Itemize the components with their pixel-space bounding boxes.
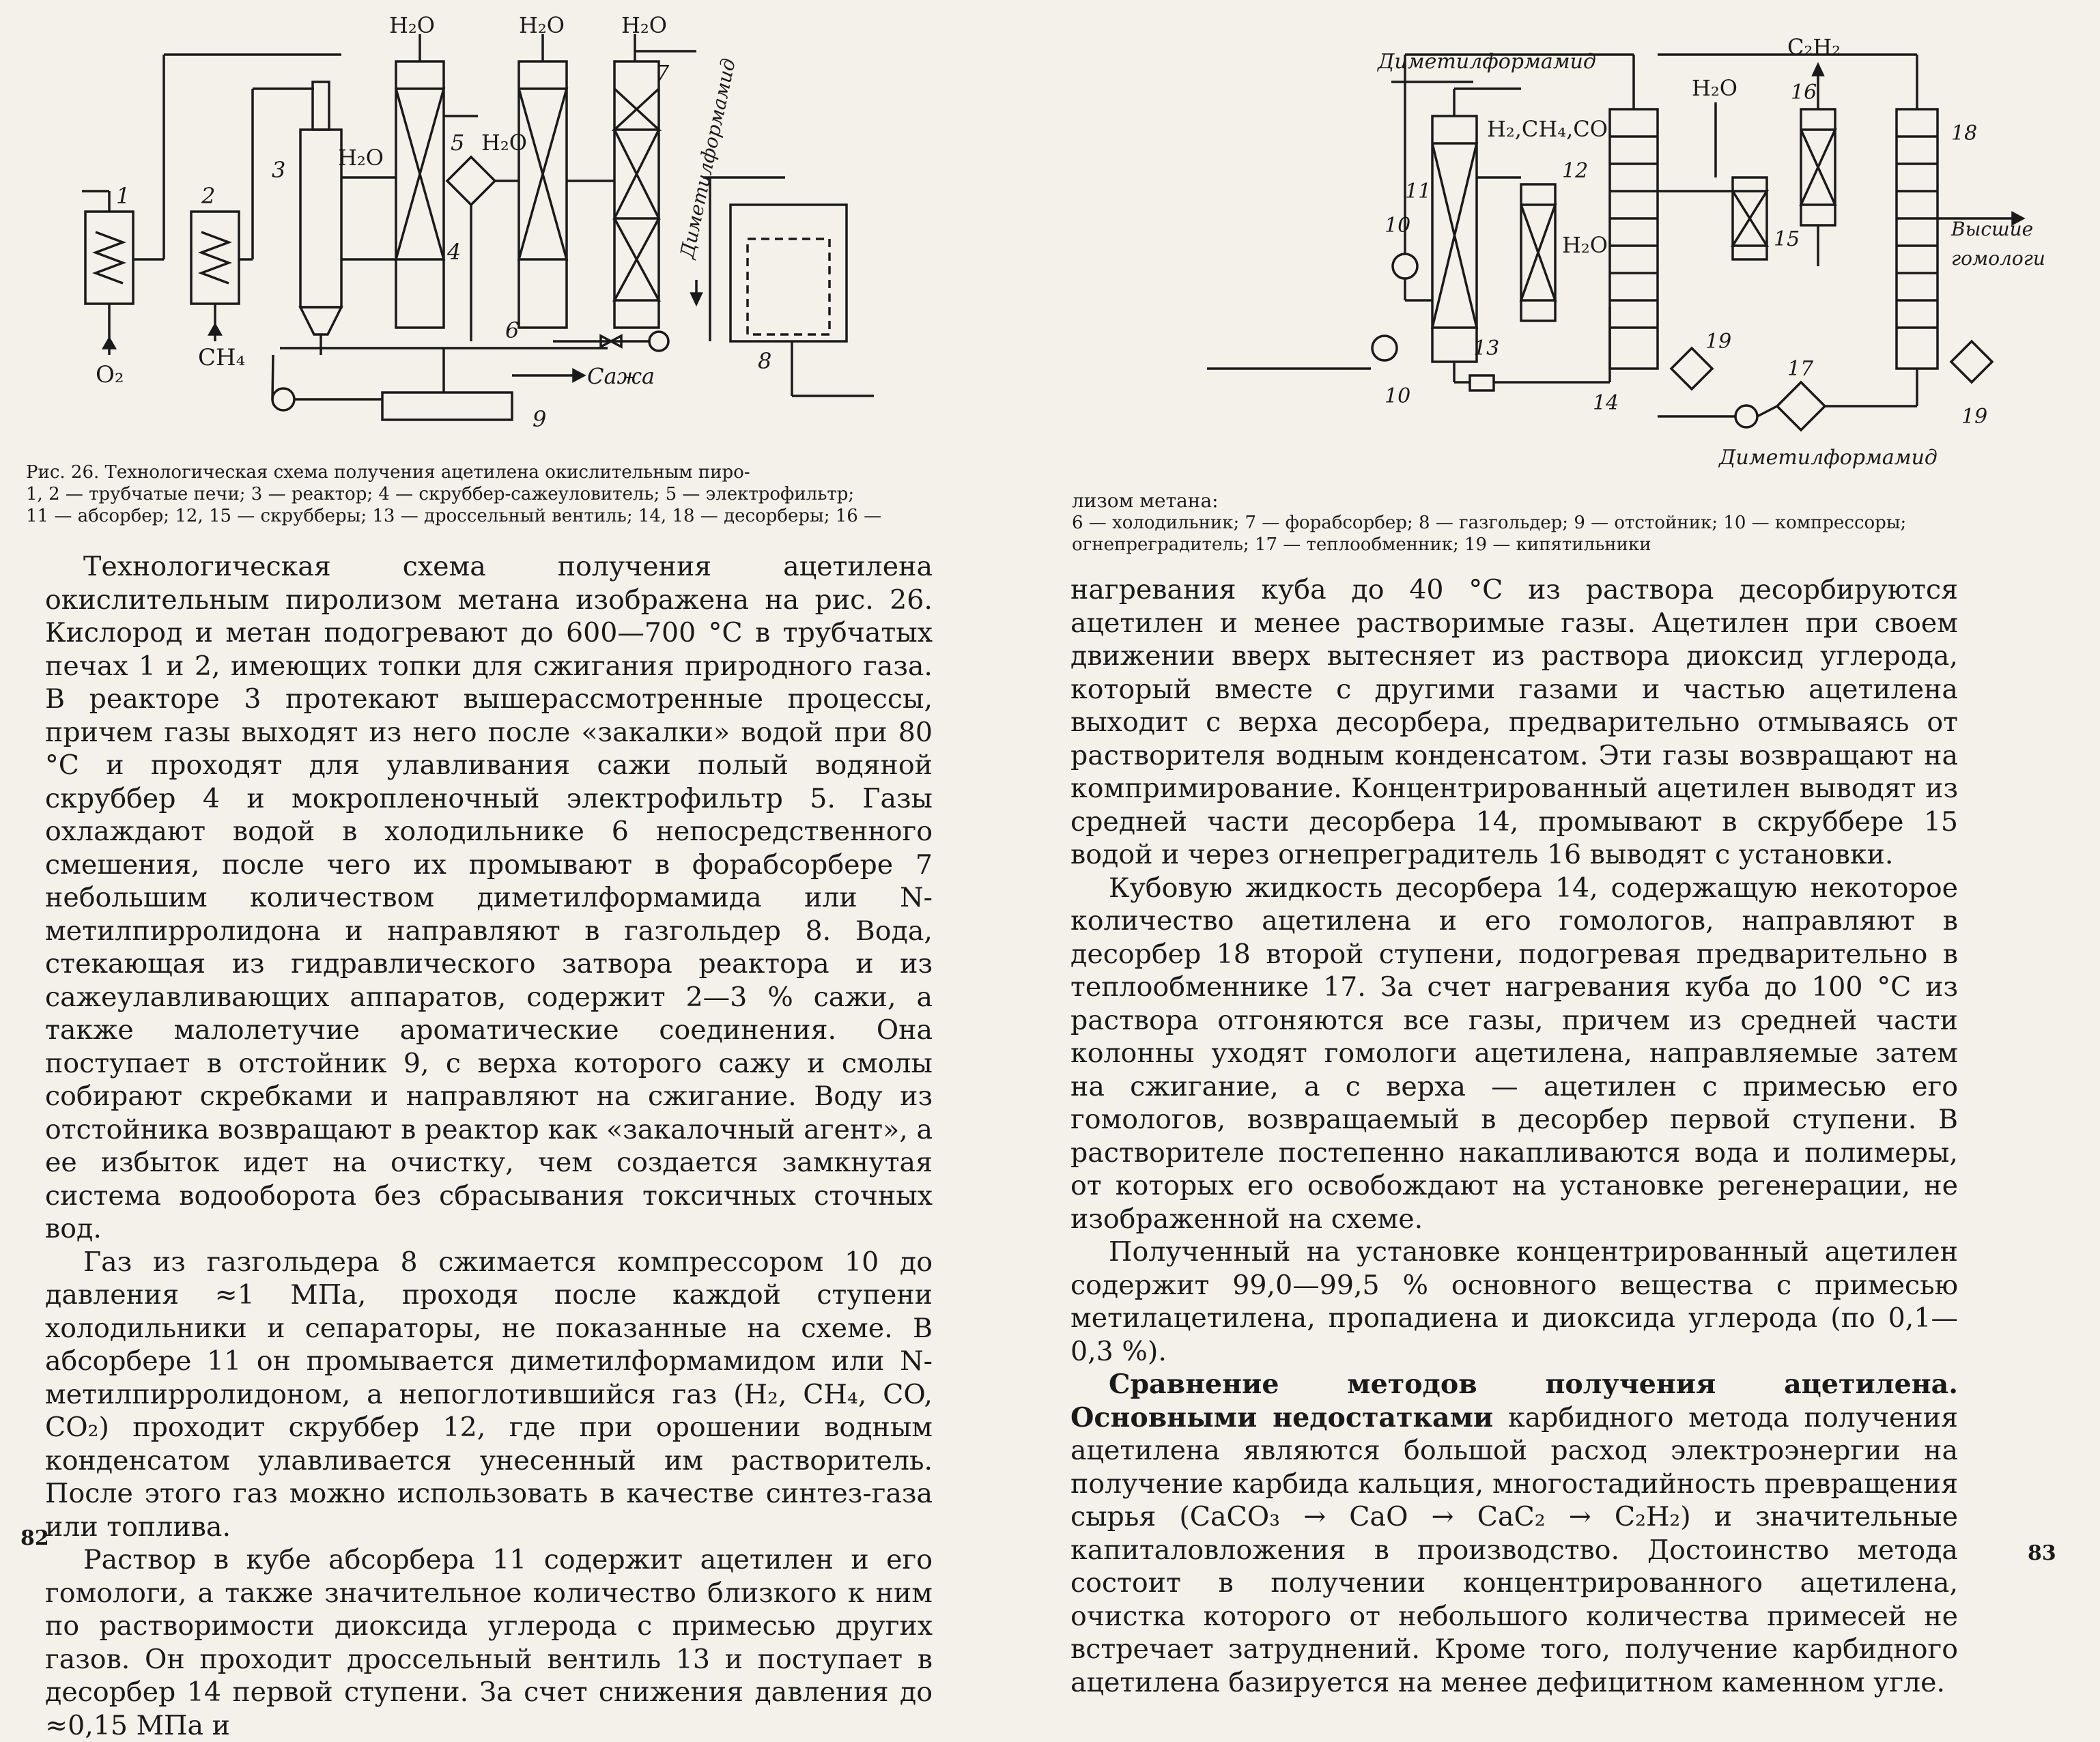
label-16: 16 bbox=[1791, 81, 1817, 104]
label-dmf-bottom: Диметилформамид bbox=[1719, 446, 1938, 470]
paragraph-comparison bbox=[1070, 1368, 1958, 1699]
label-soot: Сажа bbox=[587, 363, 655, 389]
body-text-left bbox=[45, 550, 933, 1742]
label-17: 17 bbox=[1787, 357, 1814, 381]
label-o2: O₂ bbox=[96, 361, 124, 388]
label-14: 14 bbox=[1593, 391, 1619, 415]
label-8: 8 bbox=[758, 348, 772, 374]
label-h2o-reactor: H₂O bbox=[338, 145, 384, 171]
label-h2o-4: H₂O bbox=[621, 14, 667, 38]
label-5: 5 bbox=[451, 130, 465, 156]
process-diagram-left bbox=[41, 14, 942, 451]
label-6: 6 bbox=[505, 317, 520, 343]
section-heading: Сравнение методов получения ацетилена. Основными недостатками bbox=[1070, 1369, 1958, 1433]
label-ch4: CH₄ bbox=[198, 344, 246, 371]
label-h2o-12: H₂O bbox=[1562, 232, 1608, 258]
label-1: 1 bbox=[116, 183, 130, 209]
paragraph: Кубовую жидкость десорбера 14, содержащую некоторое количество ацетилена и его гомологов, направляют в десорбер 18 второй ступени, подогревая предварительно в теплообменнике 17. За счет нагревания куба до 100 °С из раствора отгоняются все газы, причем из средней части колонны уходят гомологи ацетилена, направляемые затем на сжигание, а с верха — ацетилен с примесью его гомологов, возвращаемый в десорбер первой ступени. В растворителе постепенно накапливаются вода и полимеры, от которых его освобождают на установке регенерации, не изображенной на схеме. bbox=[1070, 872, 1958, 1235]
label-15: 15 bbox=[1774, 227, 1800, 251]
paragraph-text: карбидного метода получения ацетилена являются большой расход электроэнергии на получение карбида кальция, многостадийность превращения сырья (CaCO₃ → CaO → CaC₂ → C₂H₂) и значительные капиталовложения в производство. Достоинство метода состоит в получении концентрированного ацетилена, очистка которого от небольшого количества примесей не встречает затруднений. Кроме того, получение карбидного ацетилена базируется на менее дефицитном каменном угле. bbox=[1070, 1401, 1959, 1698]
label-19a: 19 bbox=[1705, 330, 1732, 354]
label-gases: H₂,CH₄,CO bbox=[1487, 116, 1608, 142]
label-dmf-top: Диметилформамид bbox=[1378, 50, 1596, 74]
label-h2o-1: H₂O bbox=[389, 14, 435, 38]
label-18: 18 bbox=[1951, 122, 1978, 145]
label-higher-2: гомологи bbox=[1951, 247, 2045, 270]
label-19b: 19 bbox=[1961, 405, 1988, 429]
label-higher-1: Высшие bbox=[1951, 218, 2034, 240]
paragraph: Полученный на установке концентрированный ацетилен содержит 99,0—99,5 % основного вещества с примесью метилацетилена, пропадиена и диоксида углерода (по 0,1—0,3 %). bbox=[1070, 1236, 1958, 1367]
process-diagram-right bbox=[1200, 14, 2088, 478]
caption-line-1: Рис. 26. Технологическая схема получения ацетилена окислительным пиро- bbox=[26, 462, 750, 483]
label-11: 11 bbox=[1405, 180, 1432, 203]
figure-caption bbox=[26, 461, 941, 527]
paragraph: Газ из газгольдера 8 сжимается компрессором 10 до давления ≈1 МПа, проходя после каждой ступени холодильники и сепараторы, не показанные на схеме. В абсорбере 11 он промывается диметилформамидом или N-метилпирролидоном, а непоглотившийся газ (H₂, CH₄, CO, CO₂) проходит скруббер 12, где при орошении водным конденсатом улавливается унесенный им растворитель. После этого газ можно использовать в качестве синтез-газа или топлива. bbox=[45, 1246, 933, 1543]
label-7: 7 bbox=[655, 60, 670, 86]
left-page bbox=[0, 0, 1050, 1741]
label-13: 13 bbox=[1473, 337, 1500, 360]
paragraph: Технологическая схема получения ацетилена окислительным пиролизом метана изображена на рис. 26. Кислород и метан подогревают до 600—700 °С в трубчатых печах 1 и 2, имеющих топки для сжигания природного газа. В реакторе 3 протекают вышерассмотренные процессы, причем газы выходят из него после «закалки» водой при 80 °С и проходят для улавливания сажи полый водяной скруббер 4 и мокропленочный электрофильтр 5. Газы охлаждают водой в холодильнике 6 непосредственного смешения, после чего их промывают в форабсорбере 7 небольшим количеством диметилформамида или N-метилпирролидона и направляют в газгольдер 8. Вода, стекающая из гидравлического затвора реактора и из сажеулавливающих аппаратов, содержит 2—3 % сажи, а также малолетучие ароматические соединения. Она поступает в отстойник 9, с верха которого сажу и смолы собирают скребками и направляют на сжигание. Воду из отстойника возвращают в реактор как «закалочный агент», а ее избыток идет на очистку, чем создается замкнутая система водооборота без сбрасывания токсичных сточных вод. bbox=[45, 551, 933, 1244]
body-text-right bbox=[1070, 573, 1958, 1699]
label-10b: 10 bbox=[1385, 214, 1411, 238]
caption-cont-line-1: лизом метана: bbox=[1072, 489, 1219, 512]
caption-cont-line-3: огнепреградитель; 17 — теплообменник; 19 — кипятильники bbox=[1072, 534, 1651, 555]
right-page bbox=[1050, 0, 2100, 1698]
label-12: 12 bbox=[1562, 159, 1589, 183]
caption-cont-line-2: 6 — холодильник; 7 — форабсорбер; 8 — газгольдер; 9 — отстойник; 10 — компрессоры; bbox=[1072, 513, 1907, 533]
paragraph: нагревания куба до 40 °С из раствора десорбируются ацетилен и менее растворимые газы. Ацетилен при своем движении вверх вытесняет из раствора диоксид углерода, который вместе с другими газами и частью ацетилена выходит с верха десорбера, предварительно отмываясь от растворителя водным конденсатом. Эти газы возвращают на компримирование. Концентрированный ацетилен выводят из средней части десорбера 14, промывают в скруббере 15 водой и через огнепреградитель 16 выводят с установки. bbox=[1070, 574, 1958, 870]
label-4: 4 bbox=[447, 239, 462, 265]
figure-caption-continued bbox=[1072, 490, 2082, 556]
paragraph: Раствор в кубе абсорбера 11 содержит ацетилен и его гомологи, а также значительное количество близкого к ним по растворимости диоксида углерода с примесью других газов. Он проходит дроссельный вентиль 13 и поступает в десорбер 14 первой ступени. За счет снижения давления до ≈0,15 МПа и bbox=[45, 1544, 933, 1741]
label-9: 9 bbox=[533, 406, 547, 432]
label-dmf-left: Диметилформамид bbox=[675, 56, 740, 261]
label-2: 2 bbox=[201, 183, 216, 209]
label-h2o-3: H₂O bbox=[519, 14, 565, 38]
label-c2h2: C₂H₂ bbox=[1787, 34, 1841, 60]
caption-line-2: 1, 2 — трубчатые печи; 3 — реактор; 4 — скруббер-сажеуловитель; 5 — электрофильтр; bbox=[26, 484, 855, 504]
page-number: 82 bbox=[20, 1526, 49, 1550]
label-h2o-2: H₂O bbox=[481, 130, 527, 156]
label-10a: 10 bbox=[1385, 384, 1411, 408]
caption-line-3: 11 — абсорбер; 12, 15 — скрубберы; 13 — дроссельный вентиль; 14, 18 — десорберы; 16 — bbox=[26, 506, 882, 526]
label-3: 3 bbox=[272, 157, 286, 183]
page-number: 83 bbox=[2028, 1541, 2056, 1565]
label-h2o-16: H₂O bbox=[1692, 75, 1737, 101]
